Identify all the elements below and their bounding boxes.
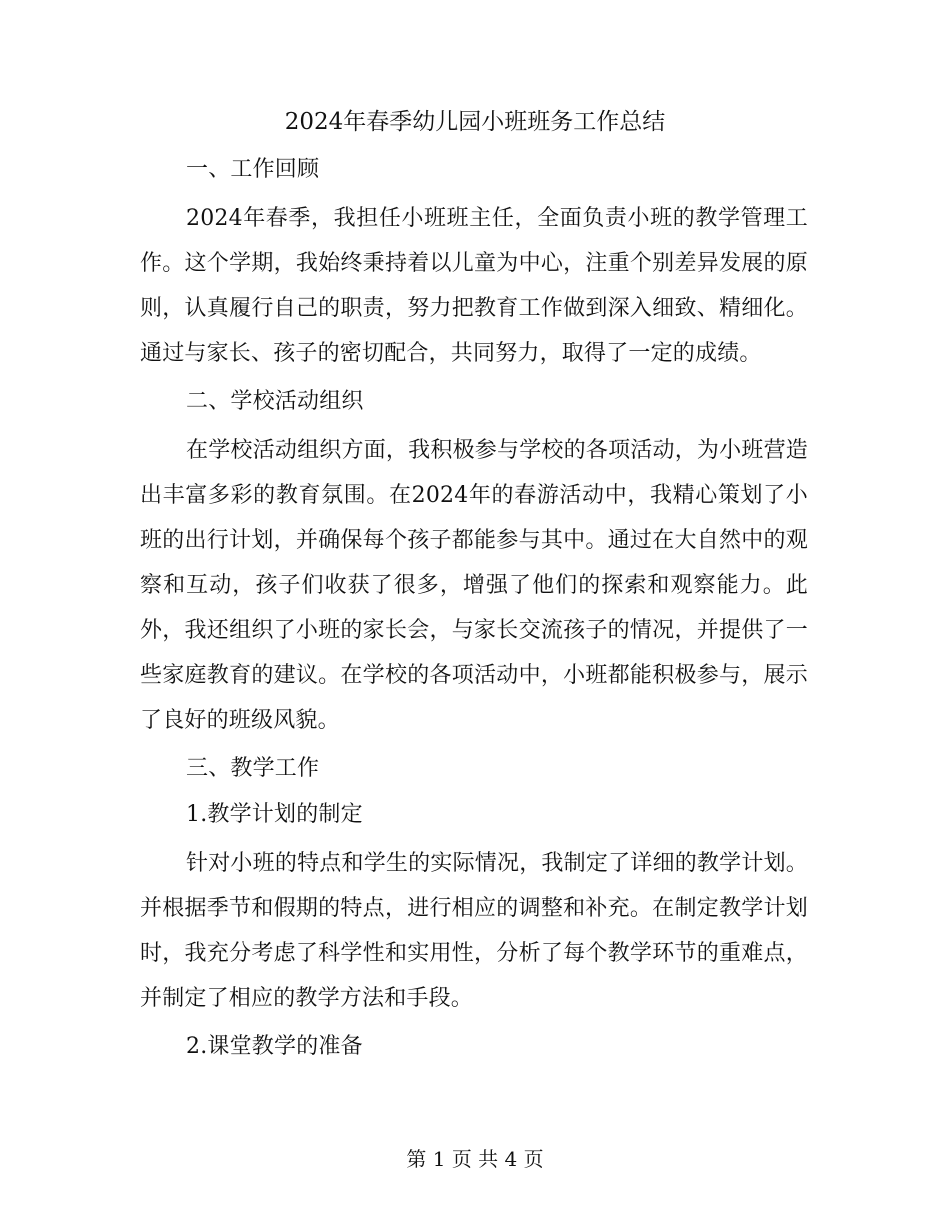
document-title: 2024年春季幼儿园小班班务工作总结 (284, 109, 666, 135)
paragraph-teaching-plan: 针对小班的特点和学生的实际情况，我制定了详细的教学计划。并根据季节和假期的特点，进行相应的调整和补充。在制定教学计划时，我充分考虑了科学性和实用性，分析了每个教学环节的重难点，并制定了相应的教学方法和手段。 (140, 851, 808, 1011)
paragraph-activities: 在学校活动组织方面，我积极参与学校的各项活动，为小班营造出丰富多彩的教育氛围。在2024年的春游活动中，我精心策划了小班的出行计划，并确保每个孩子都能参与其中。通过在大自然中的观察和互动，孩子们收获了很多，增强了他们的探索和观察能力。此外，我还组织了小班的家长会，与家长交流孩子的情况，并提供了一些家庭教育的建议。在学校的各项活动中，小班都能积极参与，展示了良好的班级风貌。 (140, 438, 808, 733)
document-body (140, 150, 808, 1073)
section-heading-review: 一、工作回顾 (186, 157, 320, 182)
section-heading-activities: 二、学校活动组织 (186, 389, 364, 414)
subheading-teaching-plan: 1.教学计划的制定 (186, 802, 363, 827)
page-footer: 第 1 页 共 4 页 (406, 1147, 544, 1171)
paragraph-review: 2024年春季，我担任小班班主任，全面负责小班的教学管理工作。这个学期，我始终秉持着以儿童为中心，注重个别差异发展的原则，认真履行自己的职责，努力把教育工作做到深入细致、精细化。通过与家长、孩子的密切配合，共同努力，取得了一定的成绩。 (140, 206, 808, 366)
subheading-class-preparation: 2.课堂教学的准备 (186, 1034, 363, 1059)
section-heading-teaching: 三、教学工作 (186, 756, 320, 781)
